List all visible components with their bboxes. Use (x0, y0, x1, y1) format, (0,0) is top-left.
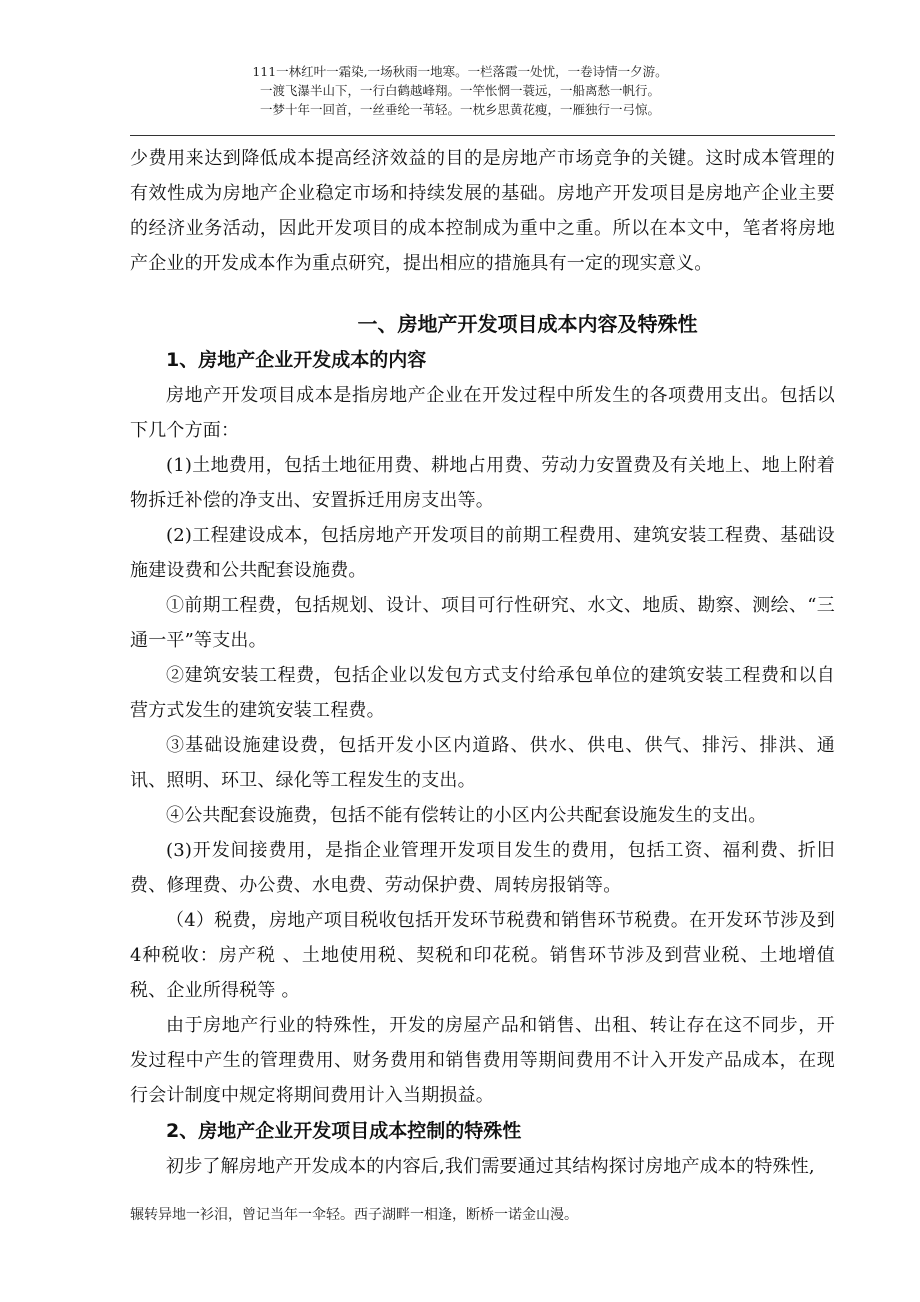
paragraph-taxes: （4）税费，房地产项目税收包括开发环节税费和销售环节税费。在开发环节涉及到4种税收：房产税 、土地使用税、契税和印花税。销售环节涉及到营业税、土地增值税、企业所得税等 。 (130, 910, 835, 1001)
paragraph-period-expenses: 由于房地产行业的特殊性，开发的房屋产品和销售、出租、转让存在这不同步，开发过程中产生的管理费用、财务费用和销售费用等期间费用不计入开发产品成本，在现行会计制度中规定将期间费用计入当期损益。 (130, 1015, 835, 1106)
subsection-title-2: 2、房地产企业开发项目成本控制的特殊性 (166, 1120, 522, 1142)
header-poem-line-3: 一梦十年一回首，一丝垂纶一苇轻。一枕乡思黄花瘦，一雁独行一弓惊。 (259, 102, 660, 117)
paragraph-construction-cost: (2)工程建设成本，包括房地产开发项目的前期工程费用、建筑安装工程费、基础设施建设费和公共配套设施费。 (130, 525, 835, 581)
header-poem-line-2: 一渡飞瀑半山下，一行白鹤越峰翔。一竿怅惘一蓑远，一船离愁一帆行。 (259, 83, 660, 98)
paragraph-installation-cost: ②建筑安装工程费，包括企业以发包方式支付给承包单位的建筑安装工程费和以自营方式发生的建筑安装工程费。 (130, 665, 835, 721)
document-body (130, 141, 835, 1184)
paragraph-cost-structure: 初步了解房地产开发成本的内容后,我们需要通过其结构探讨房地产成本的特殊性, (166, 1156, 815, 1177)
paragraph-indirect-cost: (3)开发间接费用，是指企业管理开发项目发生的费用，包括工资、福利费、折旧费、修理费、办公费、水电费、劳动保护费、周转房报销等。 (130, 840, 835, 896)
paragraph-public-facilities-cost: ④公共配套设施费，包括不能有偿转让的小区内公共配套设施发生的支出。 (166, 805, 767, 826)
page-header (0, 62, 920, 119)
header-divider (130, 135, 835, 136)
paragraph-land-cost: (1)土地费用，包括土地征用费、耕地占用费、劳动力安置费及有关地上、地上附着物拆迁补偿的净支出、安置拆迁用房支出等。 (130, 455, 835, 511)
page-footer: 辗转异地一衫泪，曾记当年一伞轻。西子湖畔一相逢，断桥一诺金山漫。 (130, 1207, 578, 1223)
subsection-title-1: 1、房地产企业开发成本的内容 (166, 349, 427, 371)
paragraph-infrastructure-cost: ③基础设施建设费，包括开发小区内道路、供水、供电、供气、排污、排洪、通讯、照明、环卫、绿化等工程发生的支出。 (130, 735, 835, 791)
section-title: 一、房地产开发项目成本内容及特殊性 (357, 312, 698, 336)
intro-paragraph: 少费用来达到降低成本提高经济效益的目的是房地产市场竞争的关键。这时成本管理的有效性成为房地产企业稳定市场和持续发展的基础。房地产开发项目是房地产企业主要的经济业务活动，因此开发项目的成本控制成为重中之重。所以在本文中，笔者将房地产企业的开发成本作为重点研究，提出相应的措施具有一定的现实意义。 (130, 148, 835, 274)
paragraph-preliminary-cost: ①前期工程费，包括规划、设计、项目可行性研究、水文、地质、勘察、测绘、“三通一平”等支出。 (130, 595, 835, 651)
paragraph-cost-definition: 房地产开发项目成本是指房地产企业在开发过程中所发生的各项费用支出。包括以下几个方面： (130, 385, 835, 441)
header-poem-line-1: 111一林红叶一霜染,一场秋雨一地寒。一栏落霞一处忧，一卷诗情一夕游。 (252, 64, 668, 79)
